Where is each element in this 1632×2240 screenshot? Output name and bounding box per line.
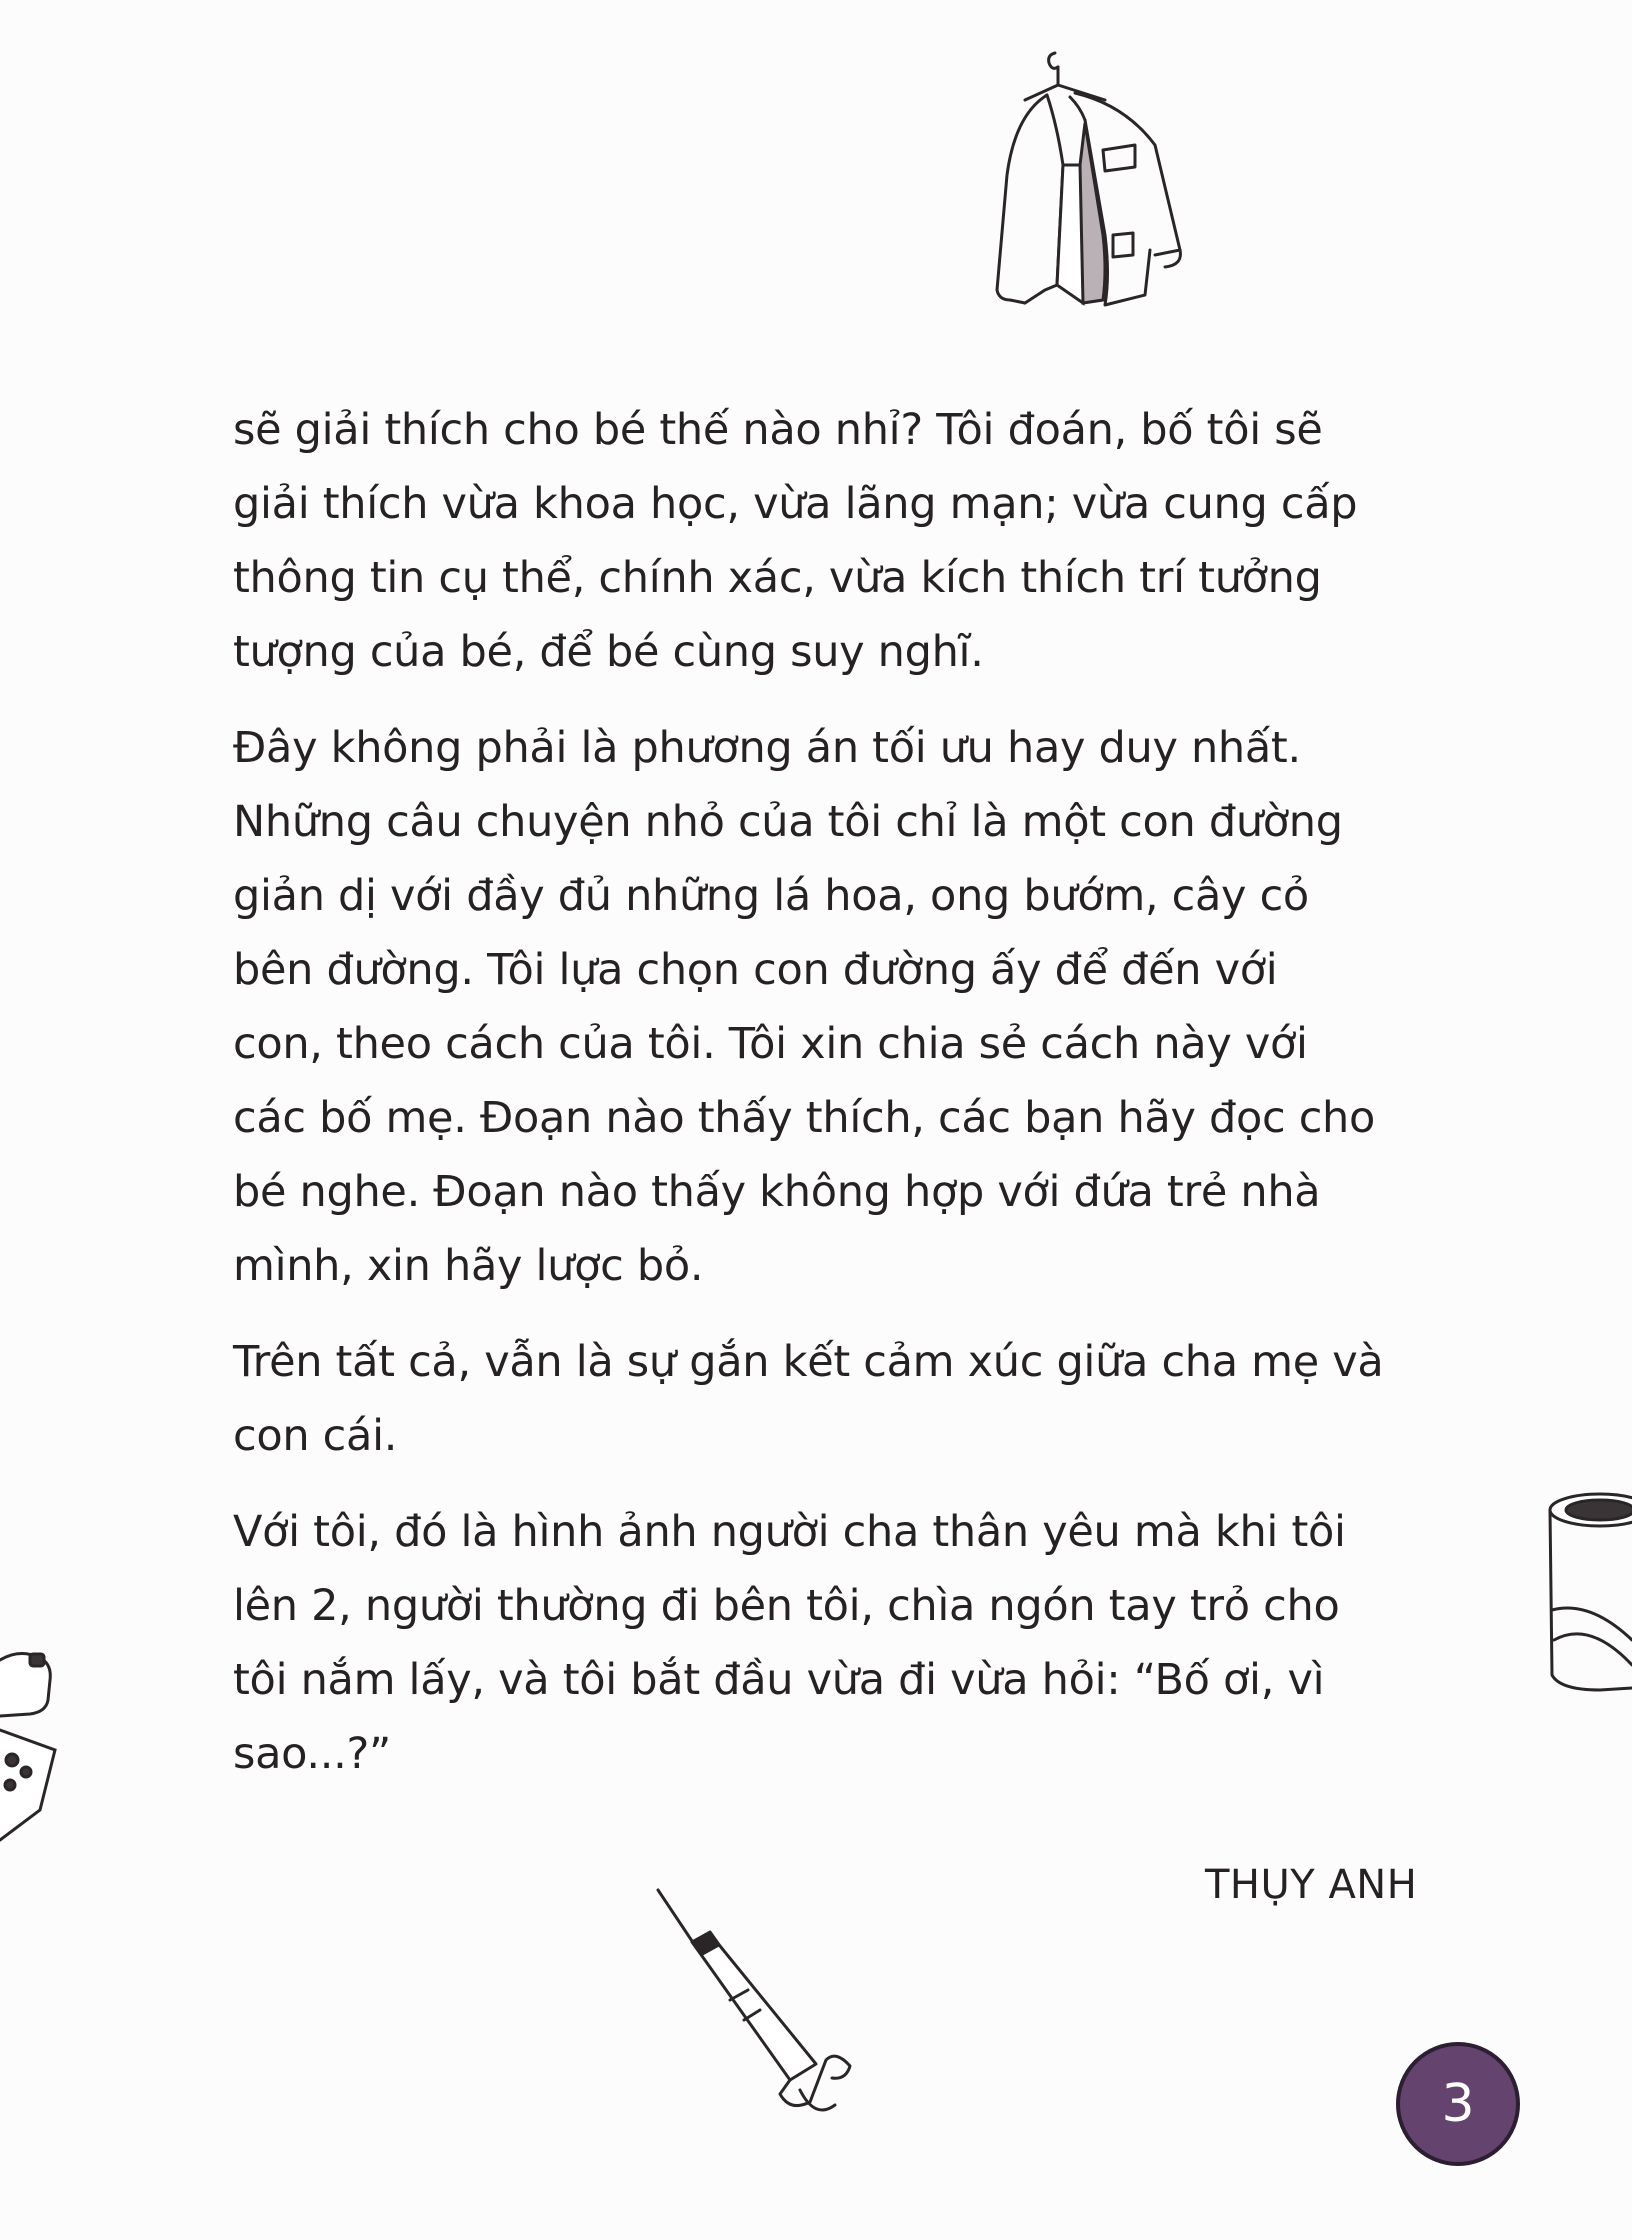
text-line: giải thích vừa khoa học, vừa lãng mạn; vừa cung cấp: [233, 479, 1358, 529]
text-line: con cái.: [233, 1411, 398, 1461]
text-line: bé nghe. Đoạn nào thấy không hợp với đứa trẻ nhà: [233, 1167, 1321, 1217]
body-text: [233, 393, 1433, 1813]
text-line: tôi nắm lấy, và tôi bắt đầu vừa đi vừa hỏi: “Bố ơi, vì: [233, 1655, 1325, 1705]
paragraph-1: [233, 393, 1433, 689]
paragraph-4: [233, 1495, 1433, 1791]
text-line: các bố mẹ. Đoạn nào thấy thích, các bạn hãy đọc cho: [233, 1093, 1376, 1143]
text-line: lên 2, người thường đi bên tôi, chìa ngón tay trỏ cho: [233, 1581, 1340, 1631]
text-line: con, theo cách của tôi. Tôi xin chia sẻ cách này với: [233, 1019, 1308, 1069]
text-line: Trên tất cả, vẫn là sự gắn kết cảm xúc giữa cha mẹ và: [233, 1337, 1384, 1387]
text-line: sao...?”: [233, 1729, 392, 1779]
text-line: Đây không phải là phương án tối ưu hay duy nhất.: [233, 723, 1301, 773]
text-line: giản dị với đầy đủ những lá hoa, ong bướm, cây cỏ: [233, 871, 1309, 921]
author-signature: THỤY ANH: [1205, 1862, 1418, 1908]
text-line: thông tin cụ thể, chính xác, vừa kích thích trí tưởng: [233, 553, 1322, 603]
lab-coat-icon: [985, 45, 1215, 345]
text-line: mình, xin hãy lược bỏ.: [233, 1241, 704, 1291]
paragraph-3: [233, 1325, 1433, 1473]
text-line: Những câu chuyện nhỏ của tôi chỉ là một con đường: [233, 797, 1343, 847]
text-line: Với tôi, đó là hình ảnh người cha thân yêu mà khi tôi: [233, 1507, 1346, 1557]
text-line: tượng của bé, để bé cùng suy nghĩ.: [233, 627, 984, 677]
text-line: bên đường. Tôi lựa chọn con đường ấy để đến với: [233, 945, 1278, 995]
page-number-badge: 3: [1396, 2042, 1520, 2166]
syringe-icon: [640, 1880, 870, 2140]
bandage-roll-icon: [1540, 1490, 1632, 1700]
paragraph-2: [233, 711, 1433, 1303]
text-line: sẽ giải thích cho bé thế nào nhỉ? Tôi đoán, bố tôi sẽ: [233, 405, 1323, 455]
medicine-bottle-icon: [0, 1640, 70, 1860]
